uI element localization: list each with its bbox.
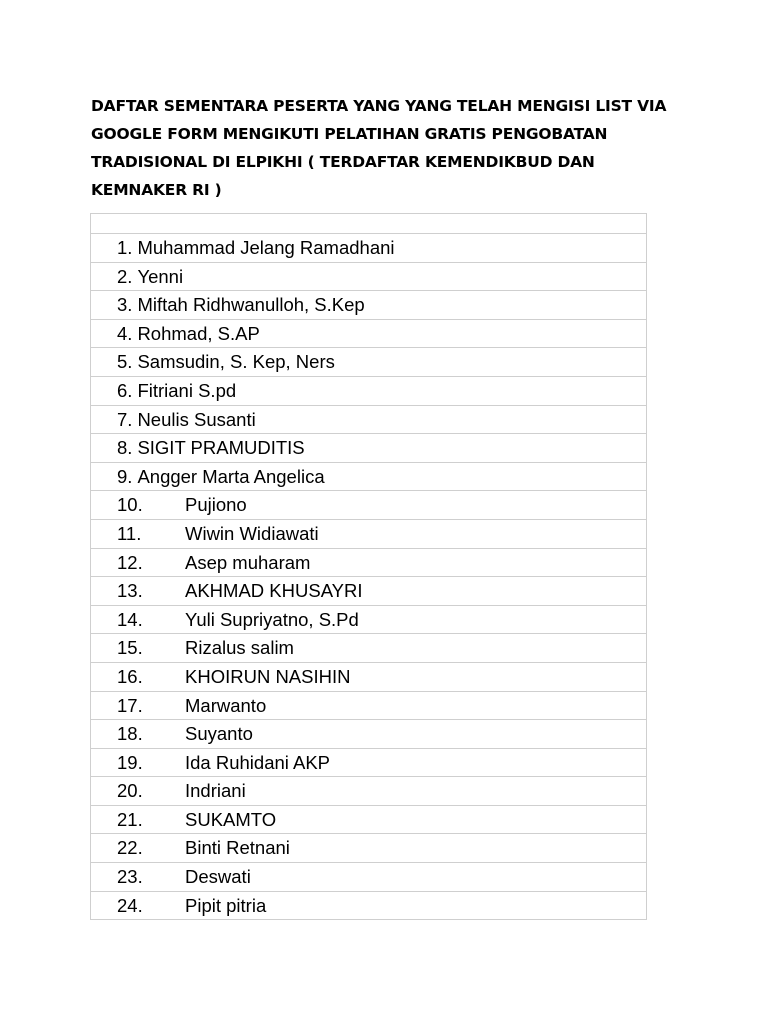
table-row <box>91 577 647 606</box>
participant-cell <box>91 491 647 520</box>
table-row <box>91 291 647 320</box>
participant-cell <box>91 234 647 263</box>
list-item <box>91 606 646 634</box>
list-item <box>91 434 646 462</box>
participant-name: Deswati <box>185 866 251 888</box>
table-row <box>91 662 647 691</box>
participant-cell <box>91 376 647 405</box>
title-line: DAFTAR SEMENTARA PESERTA YANG YANG TELAH MENGISI LIST VIA <box>91 97 667 115</box>
list-item <box>91 491 646 519</box>
list-item <box>91 291 646 319</box>
participant-number: 22. <box>117 837 143 859</box>
participant-name: AKHMAD KHUSAYRI <box>185 580 363 602</box>
participant-number: 16. <box>117 665 143 687</box>
participant-name: Marwanto <box>185 694 267 716</box>
participant-name: Pujiono <box>185 494 247 516</box>
participant-name: SUKAMTO <box>185 808 277 830</box>
list-item <box>91 834 646 862</box>
list-item <box>91 892 646 920</box>
participant-name: Yenni <box>137 265 184 287</box>
participant-cell <box>91 519 647 548</box>
table-row <box>91 434 647 463</box>
list-item <box>91 577 646 605</box>
list-item <box>91 863 646 891</box>
list-item <box>91 634 646 662</box>
table-row <box>91 891 647 920</box>
participant-number: 3. <box>117 294 133 316</box>
participant-cell <box>91 291 647 320</box>
list-item <box>91 406 646 434</box>
participant-number: 20. <box>117 780 143 802</box>
participant-name: Ida Ruhidani AKP <box>185 751 331 773</box>
participant-name: SIGIT PRAMUDITIS <box>137 437 305 459</box>
participant-cell <box>91 348 647 377</box>
list-item <box>91 549 646 577</box>
list-item <box>91 263 646 291</box>
participant-cell <box>91 262 647 291</box>
participant-number: 6. <box>117 379 133 401</box>
participant-cell <box>91 434 647 463</box>
blank-header-row <box>91 214 647 234</box>
list-item <box>91 692 646 720</box>
participant-list <box>91 214 647 920</box>
participant-name: KHOIRUN NASIHIN <box>185 665 351 687</box>
participant-name: Yuli Supriyatno, S.Pd <box>185 608 359 630</box>
participant-cell <box>91 777 647 806</box>
table-row <box>91 491 647 520</box>
participant-number: 24. <box>117 894 143 916</box>
table-row <box>91 748 647 777</box>
participant-name: Suyanto <box>185 723 253 745</box>
list-item <box>91 348 646 376</box>
participant-number: 4. <box>117 322 133 344</box>
participant-number: 14. <box>117 608 143 630</box>
participant-number: 9. <box>117 465 133 487</box>
title-line: GOOGLE FORM MENGIKUTI PELATIHAN GRATIS PENGOBATAN <box>91 125 608 143</box>
participant-number: 17. <box>117 694 143 716</box>
participant-number: 12. <box>117 551 143 573</box>
participant-cell <box>91 462 647 491</box>
participant-name: Indriani <box>185 780 246 802</box>
list-item <box>91 720 646 748</box>
participant-cell <box>91 548 647 577</box>
table-row <box>91 863 647 892</box>
participant-number: 18. <box>117 723 143 745</box>
participant-number: 10. <box>117 494 143 516</box>
participant-cell <box>91 691 647 720</box>
participant-name: Asep muharam <box>185 551 311 573</box>
document-title <box>91 92 691 204</box>
participant-cell <box>91 748 647 777</box>
table-row <box>91 319 647 348</box>
participant-cell <box>91 634 647 663</box>
table-row <box>91 548 647 577</box>
participant-cell <box>91 891 647 920</box>
table-row <box>91 834 647 863</box>
participant-name: Muhammad Jelang Ramadhani <box>137 237 395 258</box>
table-row <box>91 777 647 806</box>
participant-number: 23. <box>117 866 143 888</box>
participant-number: 5. <box>117 351 133 373</box>
participant-number: 11. <box>117 522 142 544</box>
table-row <box>91 405 647 434</box>
table-row <box>91 234 647 263</box>
table-row <box>91 262 647 291</box>
table-row <box>91 605 647 634</box>
participant-cell <box>91 834 647 863</box>
list-item <box>91 777 646 805</box>
participant-name: Fitriani S.pd <box>137 379 237 401</box>
participant-cell <box>91 863 647 892</box>
participant-number: 7. <box>117 408 133 430</box>
participant-number: 21. <box>117 808 143 830</box>
table-row <box>91 634 647 663</box>
list-item <box>91 234 646 262</box>
list-item <box>91 520 646 548</box>
participant-name: Neulis Susanti <box>137 408 256 430</box>
table-row <box>91 720 647 749</box>
participant-number: 19. <box>117 751 143 773</box>
participant-name: Rizalus salim <box>185 637 294 659</box>
list-item <box>91 377 646 405</box>
participant-name: Binti Retnani <box>185 837 290 859</box>
participant-cell <box>91 405 647 434</box>
list-item <box>91 320 646 348</box>
table-row <box>91 376 647 405</box>
table-row <box>91 805 647 834</box>
list-item <box>91 463 646 491</box>
participant-cell <box>91 605 647 634</box>
blank-cell <box>91 214 647 234</box>
participant-cell <box>91 662 647 691</box>
list-item <box>91 663 646 691</box>
table-row <box>91 348 647 377</box>
list-item <box>91 749 646 777</box>
participant-name: Pipit pitria <box>185 894 267 916</box>
participant-name: Rohmad, S.AP <box>137 322 260 344</box>
participant-cell <box>91 720 647 749</box>
participant-cell <box>91 577 647 606</box>
table-row <box>91 691 647 720</box>
participant-name: Wiwin Widiawati <box>185 522 319 544</box>
title-line: KEMNAKER RI ) <box>91 181 222 199</box>
participant-number: 2. <box>117 265 133 287</box>
participant-cell <box>91 319 647 348</box>
participant-number: 8. <box>117 437 133 459</box>
participant-cell <box>91 805 647 834</box>
participant-number: 13. <box>117 580 143 602</box>
participant-number: 1. <box>117 237 133 258</box>
table-row <box>91 519 647 548</box>
title-line: TRADISIONAL DI ELPIKHI ( TERDAFTAR KEMENDIKBUD DAN <box>91 153 595 171</box>
list-item <box>91 806 646 834</box>
participant-table <box>90 213 647 920</box>
table-row <box>91 462 647 491</box>
participant-name: Samsudin, S. Kep, Ners <box>137 351 335 373</box>
participant-number: 15. <box>117 637 143 659</box>
participant-name: Angger Marta Angelica <box>137 465 325 487</box>
participant-name: Miftah Ridhwanulloh, S.Kep <box>137 294 365 316</box>
